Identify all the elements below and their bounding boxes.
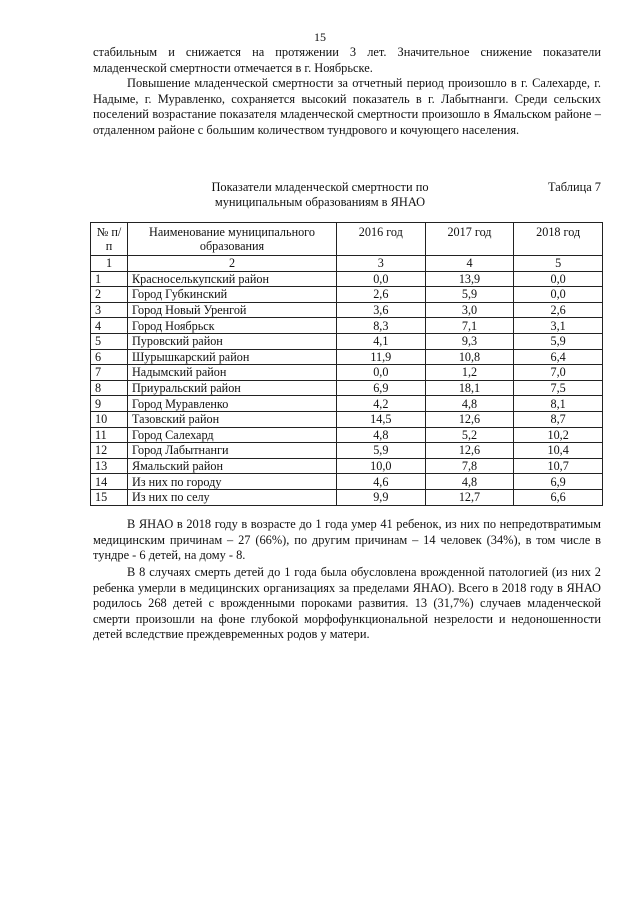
table-row — [91, 287, 603, 303]
cell-2018: 0,0 — [514, 287, 603, 303]
table-row — [91, 474, 603, 490]
cell-no: 1 — [91, 271, 128, 287]
cell-name: Красноселькупский район — [128, 271, 337, 287]
cell-2016: 4,8 — [337, 427, 426, 443]
cell-no: 6 — [91, 349, 128, 365]
cell-2017: 13,9 — [425, 271, 514, 287]
table-row — [91, 349, 603, 365]
cell-2016: 14,5 — [337, 411, 426, 427]
cell-no: 13 — [91, 458, 128, 474]
cell-no: 9 — [91, 396, 128, 412]
table-header-row — [91, 223, 603, 256]
cell-2016: 11,9 — [337, 349, 426, 365]
cell-2016: 4,1 — [337, 333, 426, 349]
cell-no: 10 — [91, 411, 128, 427]
cell-2018: 8,1 — [514, 396, 603, 412]
cell-2018: 10,2 — [514, 427, 603, 443]
cell-2017: 4,8 — [425, 474, 514, 490]
cell-2018: 6,6 — [514, 489, 603, 505]
cell-2018: 2,6 — [514, 302, 603, 318]
cell-2016: 8,3 — [337, 318, 426, 334]
cell-2018: 8,7 — [514, 411, 603, 427]
cell-2017: 9,3 — [425, 333, 514, 349]
cell-2018: 10,4 — [514, 443, 603, 459]
table-row — [91, 318, 603, 334]
cell-name: Город Салехард — [128, 427, 337, 443]
cell-2017: 7,8 — [425, 458, 514, 474]
table-row — [91, 458, 603, 474]
cell-2018: 5,9 — [514, 333, 603, 349]
table-title: Показатели младенческой смертности по муниципальным образованиям в ЯНАО — [211, 180, 429, 209]
cell-2016: 2,6 — [337, 287, 426, 303]
cell-2018: 3,1 — [514, 318, 603, 334]
cell-no: 3 — [91, 302, 128, 318]
index-cell: 3 — [337, 256, 426, 272]
cell-name: Город Лабытнанги — [128, 443, 337, 459]
cell-no: 14 — [91, 474, 128, 490]
table-row — [91, 411, 603, 427]
cell-2016: 9,9 — [337, 489, 426, 505]
cell-2017: 4,8 — [425, 396, 514, 412]
table-number: Таблица 7 — [548, 180, 601, 194]
cell-2018: 6,4 — [514, 349, 603, 365]
table-row — [91, 302, 603, 318]
paragraph-congenital: В 8 случаях смерть детей до 1 года была обусловлена врожденной патологией (из них 2 ребенка умерли в медицинских организациях за пределами ЯНАО). Всего в 2018 году в ЯНАО родилось 268 детей с врожденными пороками развития. 13 (31,7%) случаев младенческой смерти произошли на фоне глубокой морфофункциональной незрелости и недоношенности детей вследствие преждевременных родов у матери. — [93, 565, 601, 642]
cell-no: 4 — [91, 318, 128, 334]
mortality-table — [90, 222, 603, 506]
cell-2017: 7,1 — [425, 318, 514, 334]
cell-no: 8 — [91, 380, 128, 396]
cell-2017: 1,2 — [425, 365, 514, 381]
cell-name: Из них по городу — [128, 474, 337, 490]
cell-2017: 12,6 — [425, 443, 514, 459]
cell-2016: 6,9 — [337, 380, 426, 396]
cell-2016: 5,9 — [337, 443, 426, 459]
cell-2016: 0,0 — [337, 365, 426, 381]
header-2016: 2016 год — [337, 223, 426, 256]
table-row — [91, 365, 603, 381]
cell-no: 15 — [91, 489, 128, 505]
cell-name: Город Новый Уренгой — [128, 302, 337, 318]
cell-2018: 6,9 — [514, 474, 603, 490]
paragraph-deaths-2018: В ЯНАО в 2018 году в возрасте до 1 года умер 41 ребенок, из них по непредотвратимым медицинским причинам – 27 (66%), по другим причинам – 14 человек (34%), в том числе в тундре - 6 детей, на дому - 8. — [93, 517, 601, 563]
table-index-row — [91, 256, 603, 272]
cell-no: 5 — [91, 333, 128, 349]
table-row — [91, 427, 603, 443]
cell-name: Город Ноябрьск — [128, 318, 337, 334]
cell-2016: 4,6 — [337, 474, 426, 490]
index-cell: 4 — [425, 256, 514, 272]
header-2017: 2017 год — [425, 223, 514, 256]
cell-name: Тазовский район — [128, 411, 337, 427]
cell-2017: 3,0 — [425, 302, 514, 318]
header-no: № п/п — [91, 223, 128, 256]
cell-name: Надымский район — [128, 365, 337, 381]
table-row — [91, 333, 603, 349]
table-row — [91, 380, 603, 396]
cell-name: Город Губкинский — [128, 287, 337, 303]
cell-2017: 5,9 — [425, 287, 514, 303]
cell-no: 12 — [91, 443, 128, 459]
header-2018: 2018 год — [514, 223, 603, 256]
table-row — [91, 443, 603, 459]
cell-2018: 7,0 — [514, 365, 603, 381]
paragraph-intro: стабильным и снижается на протяжении 3 лет. Значительное снижение показатели младенческой смертности отмечается в г. Ноябрьске. — [93, 45, 601, 75]
index-cell: 5 — [514, 256, 603, 272]
table-row — [91, 396, 603, 412]
cell-name: Пуровский район — [128, 333, 337, 349]
cell-no: 11 — [91, 427, 128, 443]
index-cell: 2 — [128, 256, 337, 272]
page-number: 15 — [314, 30, 326, 44]
cell-2018: 7,5 — [514, 380, 603, 396]
header-name: Наименование муниципального образования — [128, 223, 337, 256]
cell-2018: 0,0 — [514, 271, 603, 287]
cell-name: Ямальский район — [128, 458, 337, 474]
cell-2016: 4,2 — [337, 396, 426, 412]
cell-2017: 18,1 — [425, 380, 514, 396]
cell-2018: 10,7 — [514, 458, 603, 474]
cell-name: Город Муравленко — [128, 396, 337, 412]
cell-2016: 0,0 — [337, 271, 426, 287]
cell-2017: 5,2 — [425, 427, 514, 443]
cell-no: 7 — [91, 365, 128, 381]
table-row — [91, 271, 603, 287]
paragraph-increase: Повышение младенческой смертности за отчетный период произошло в г. Салехарде, г. Надыме, г. Муравленко, сохраняется высокий показатель в г. Лабытнанги. Среди сельских поселений возрастание показателя младенческой смертности произошло в Ямальском районе – отдаленном районе с большим количеством тундрового и кочующего населения. — [93, 76, 601, 137]
cell-name: Из них по селу — [128, 489, 337, 505]
cell-2017: 12,6 — [425, 411, 514, 427]
cell-2017: 10,8 — [425, 349, 514, 365]
cell-name: Шурышкарский район — [128, 349, 337, 365]
cell-2016: 10,0 — [337, 458, 426, 474]
cell-no: 2 — [91, 287, 128, 303]
table-row — [91, 489, 603, 505]
cell-2016: 3,6 — [337, 302, 426, 318]
cell-name: Приуральский район — [128, 380, 337, 396]
cell-2017: 12,7 — [425, 489, 514, 505]
index-cell: 1 — [91, 256, 128, 272]
